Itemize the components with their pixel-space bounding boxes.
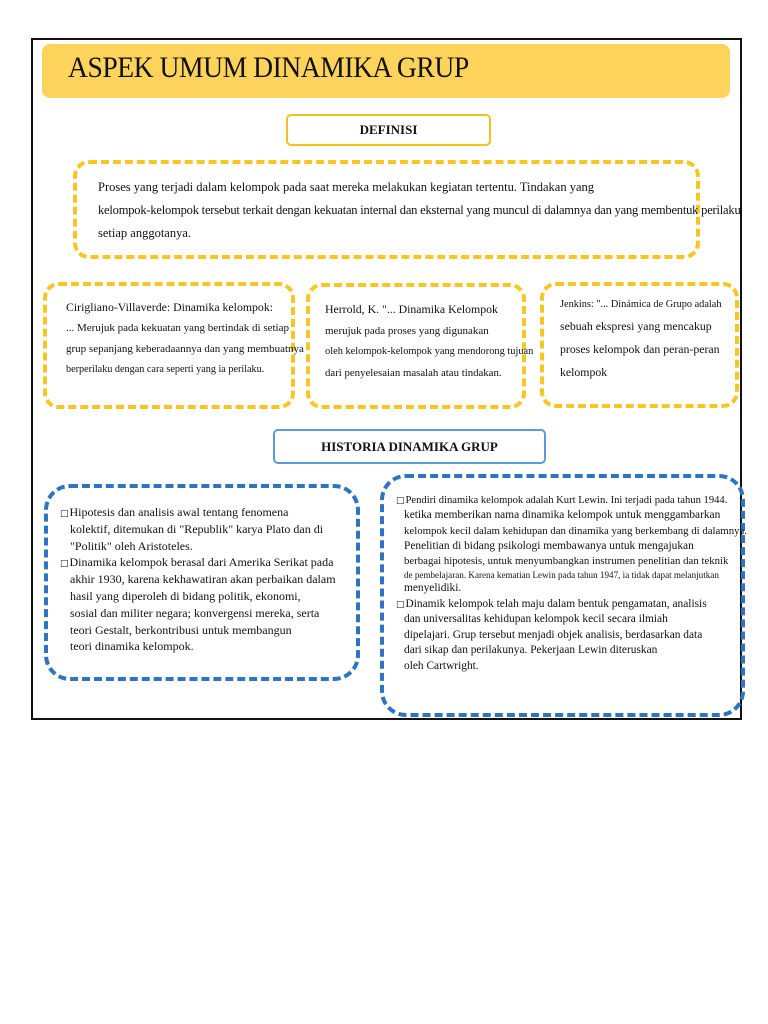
quote-jenkins-text (560, 295, 735, 384)
quote-line: dari penyelesaian masalah atau tindakan. (325, 366, 502, 379)
historia-left-line: hasil yang diperoleh di bidang politik, ekonomi, (70, 588, 301, 603)
historia-right-line: kelompok kecil dalam kehidupan dan dinamika yang berkembang di dalamnya. (404, 524, 747, 537)
historia-right-line: dipelajari. Grup tersebut menjadi objek analisis, berdasarkan data (404, 628, 703, 641)
historia-right-line: de pembelajaran. Karena kematian Lewin pada tahun 1947, ia tidak dapat melanjutkan (404, 569, 719, 580)
bullet-icon: □ (396, 599, 405, 610)
quote-line: Jenkins: "... Dinámica de Grupo adalah (560, 299, 722, 310)
definisi-line: kelompok-kelompok tersebut terkait dengan kekuatan internal dan eksternal yang muncul di dalamnya dan yang membentuk perilaku (98, 203, 741, 218)
historia-heading: HISTORIA DINAMIKA GRUP (273, 429, 546, 464)
bullet-icon: □ (396, 496, 405, 506)
historia-left-line: akhir 1930, karena kekhawatiran akan perbaikan dalam (70, 572, 336, 587)
historia-left-text (60, 504, 350, 655)
quote-line: grup sepanjang keberadaannya dan yang membuatnya (66, 343, 304, 356)
historia-right-line: berbagai hipotesis, untuk menyumbangkan instrumen penelitian dan teknik (404, 555, 729, 568)
quote-herrold-text (325, 298, 555, 384)
historia-right-line: □Dinamik kelompok telah maju dalam bentuk pengamatan, analisis (396, 597, 707, 610)
historia-left-line: sosial dan militer negara; konvergensi mereka, serta (70, 605, 320, 620)
historia-left-line: teori Gestalt, berkontribusi untuk membangun (70, 622, 292, 637)
definisi-text (98, 176, 741, 245)
quote-line: ... Merujuk pada kekuatan yang bertindak di setiap (66, 322, 289, 335)
historia-right-line: ketika memberikan nama dinamika kelompok untuk menggambarkan (404, 509, 721, 522)
quote-line: sebuah ekspresi yang mencakup (560, 319, 712, 334)
historia-right-line: menyelidiki. (404, 582, 462, 595)
quote-line: berperilaku dengan cara seperti yang ia perilaku. (66, 364, 265, 376)
historia-right-line: dari sikap dan perilakunya. Pekerjaan Lewin diteruskan (404, 644, 658, 657)
historia-left-line: □Hipotesis dan analisis awal tentang fenomena (60, 505, 289, 519)
historia-left-line: □Dinamika kelompok berasal dari Amerika Serikat pada (60, 555, 334, 570)
definisi-line: Proses yang terjadi dalam kelompok pada saat mereka melakukan kegiatan tertentu. Tindakan yang (98, 180, 595, 194)
historia-right-line: Penelitian di bidang psikologi membawanya untuk mengajukan (404, 539, 694, 552)
definisi-line: setiap anggotanya. (98, 226, 192, 241)
historia-right-line: oleh Cartwright. (404, 659, 479, 672)
historia-left-line: "Politik" oleh Aristoteles. (70, 538, 193, 553)
quote-line: kelompok (560, 365, 608, 380)
bullet-icon: □ (60, 559, 69, 570)
page-title: ASPEK UMUM DINAMIKA GRUP (68, 51, 469, 84)
historia-right-text (396, 494, 756, 674)
bullet-icon: □ (60, 509, 69, 519)
quote-line: merujuk pada proses yang digunakan (325, 325, 489, 337)
quote-cirigliano-text (66, 296, 326, 380)
historia-left-line: teori dinamika kelompok. (70, 639, 194, 654)
quote-line: Cirigliano-Villaverde: Dinamika kelompok: (66, 300, 273, 314)
quote-line: oleh kelompok-kelompok yang mendorong tujuan (325, 346, 534, 358)
definisi-heading: DEFINISI (286, 114, 491, 146)
quote-line: Herrold, K. "... Dinamika Kelompok (325, 302, 498, 316)
quote-line: proses kelompok dan peran-peran (560, 342, 720, 357)
historia-right-line: □Pendiri dinamika kelompok adalah Kurt Lewin. Ini terjadi pada tahun 1944. (396, 495, 728, 506)
historia-right-line: dan universalitas kehidupan kelompok kecil secara ilmiah (404, 613, 668, 626)
historia-left-line: kolektif, ditemukan di "Republik" karya Plato dan di (70, 521, 324, 536)
